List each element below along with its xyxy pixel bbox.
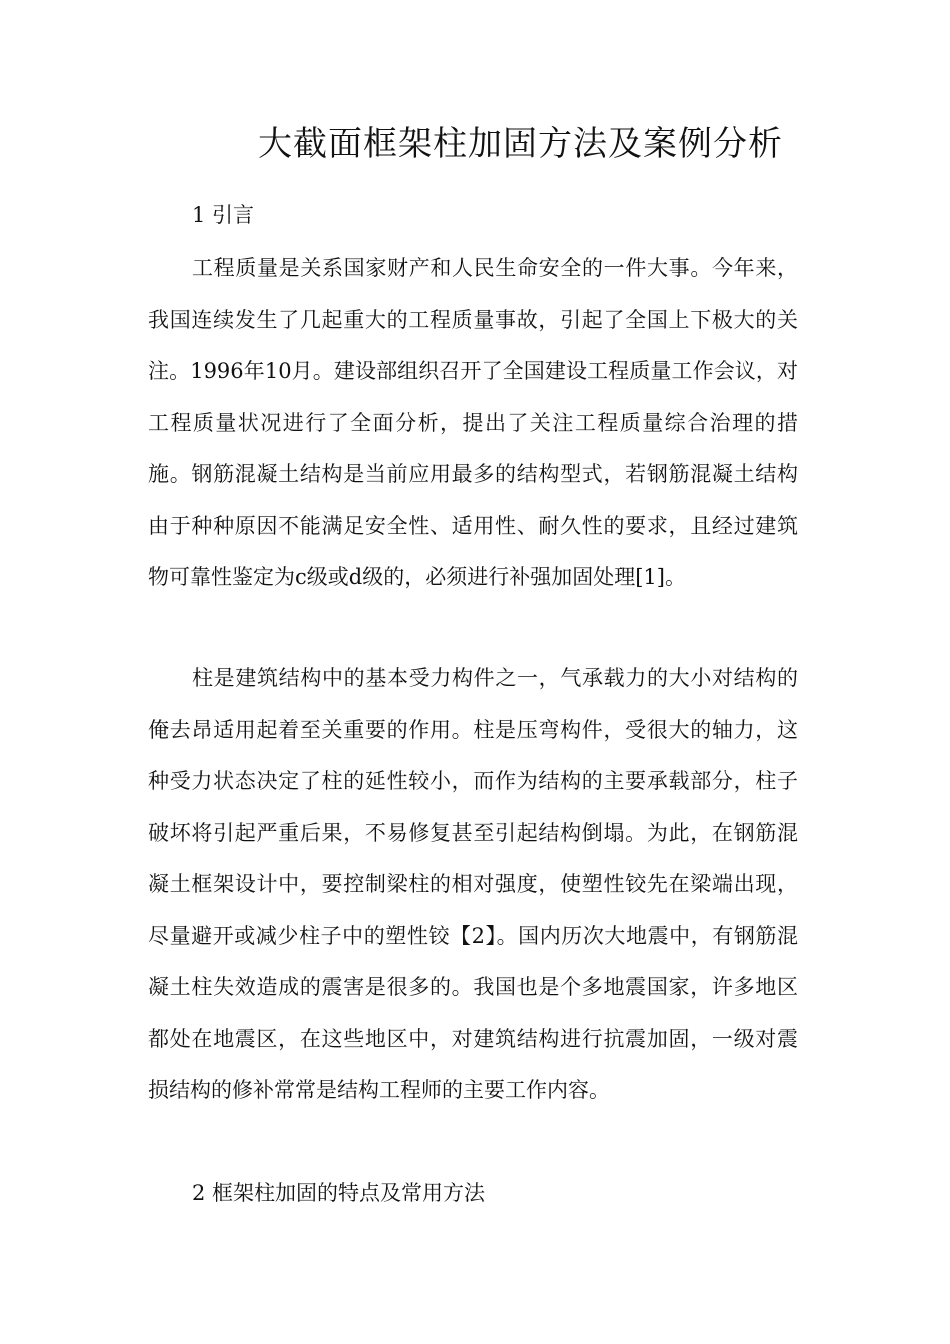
paragraph-2: 柱是建筑结构中的基本受力构件之一，气承载力的大小对结构的俺去昂适用起着至关重要的作用。柱是压弯构件，受很大的轴力，这种受力状态决定了柱的延性较小，而作为结构的主要承载部分，柱子破坏将引起严重后果，不易修复甚至引起结构倒塌。为此，在钢筋混凝土框架设计中，要控制梁柱的相对强度，使塑性铰先在梁端出现，尽量避开或减少柱子中的塑性铰【2】。国内历次大地震中，有钢筋混凝土柱失效造成的震害是很多的。我国也是个多地震国家，许多地区都处在地震区，在这些地区中，对建筑结构进行抗震加固，一级对震损结构的修补常常是结构工程师的主要工作内容。 <box>148 666 798 1102</box>
document-title: 大截面框架柱加固方法及案例分析 <box>258 124 783 164</box>
section-1-heading: 1 引言 <box>192 203 255 227</box>
paragraph-1: 工程质量是关系国家财产和人民生命安全的一件大事。今年来，我国连续发生了几起重大的工程质量事故，引起了全国上下极大的关注。1996年10月。建设部组织召开了全国建设工程质量工作会议，对工程质量状况进行了全面分析，提出了关注工程质量综合治理的措施。钢筋混凝土结构是当前应用最多的结构型式，若钢筋混凝土结构由于种种原因不能满足安全性、适用性、耐久性的要求，且经过建筑物可靠性鉴定为c级或d级的，必须进行补强加固处理[1]。 <box>148 256 798 589</box>
section-2-heading: 2 框架柱加固的特点及常用方法 <box>192 1181 486 1205</box>
